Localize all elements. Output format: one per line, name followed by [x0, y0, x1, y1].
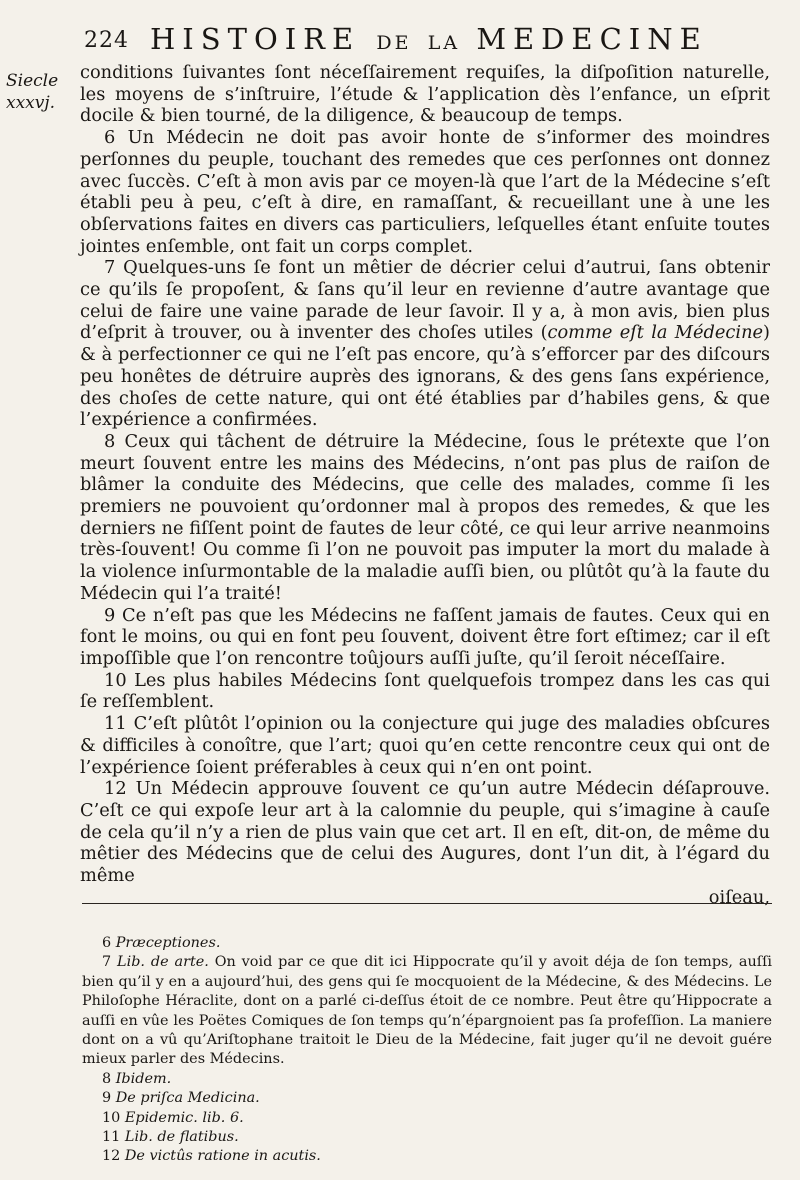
margin-century-label: Siecle — [6, 71, 59, 91]
footnote-9 — [82, 1089, 772, 1108]
footnote-source: Lib. de arte. — [117, 954, 209, 971]
footnote-6 — [82, 934, 772, 953]
footnote-source: Lib. de flatibus. — [124, 1129, 239, 1146]
footnote-source: Epidemic. lib. 6. — [124, 1109, 244, 1126]
paragraph-10: 10 Les plus habiles Médecins ſont quelquefois trompez dans les cas qui ſe reſſemblent. — [80, 669, 770, 713]
footnote-number: 11 — [102, 1129, 121, 1146]
footnote-number: 7 — [102, 954, 112, 971]
footnote-12 — [82, 1147, 772, 1166]
page-number: 224 — [84, 28, 129, 53]
paragraph-intro: conditions ſuivantes ſont néceſſairement requiſes, la diſpoſition naturelle, les moyens de s’inſtruire, l’étude & l’application dès l’enfance, un eſprit docile & bien tourné, de la diligence, & beaucoup de temps. — [80, 62, 770, 127]
main-text — [80, 62, 770, 908]
running-header — [84, 22, 774, 62]
running-title: HISTOIRE DE LA MEDECINE — [150, 22, 708, 56]
footnote-10 — [82, 1109, 772, 1128]
footnote-number: 6 — [102, 935, 112, 951]
paragraph-8: 8 Ceux qui tâchent de détruire la Médecine, ſous le prétexte que l’on meurt ſouvent entre les mains des Médecins, n’ont pas plus de raiſon de blâmer la conduite des Médecins, que celle des malades, comme ſi les premiers ne pouvoient qu’ordonner mal à propos des remedes, & que les derniers ne fiſſent point de fautes de leur côté, ce qui leur arrive neanmoins très-ſouvent! Ou comme ſi l’on ne pouvoit pas imputer la mort du malade à la violence inſurmontable de la maladie auſſi bien, ou plûtôt qu’à la faute du Médecin qui l’a traité! — [80, 430, 770, 604]
footnote-8 — [82, 1070, 772, 1089]
catchword: oiſeau, — [708, 886, 770, 908]
paragraph-7-italic: comme eſt la Médecine — [547, 322, 764, 344]
footnote-number: 8 — [102, 1070, 112, 1087]
footnote-number: 10 — [102, 1109, 121, 1126]
paragraph-9: 9 Ce n’eſt pas que les Médecins ne faſſent jamais de fautes. Ceux qui en font le moins, ou qui en font peu ſouvent, doivent être fort eſtimez; car il eſt impoſſible que l’on rencontre toûjours auſſi juſte, qu’il ſeroit néceſſaire. — [80, 604, 770, 669]
marginal-note — [6, 70, 76, 114]
paragraph-6: 6 Un Médecin ne doit pas avoir honte de s’informer des moindres perſonnes du peuple, touchant des remedes que ces perſonnes ont donnez avec ſuccès. C’eſt à mon avis par ce moyen-là que l’art de la Médecine s’eſt établi peu à peu, c’eſt à dire, en ramaſſant, & recueillant une à une les obſervations faites en divers cas particuliers, leſquelles étant enſuite toutes jointes enſemble, ont fait un corps complet. — [80, 127, 770, 257]
paragraph-11: 11 C’eſt plûtôt l’opinion ou la conjecture qui juge des maladies obſcures & difficiles à conoître, que l’art; quoi qu’en cette rencontre ceux qui ont de l’expérience ſoient préferables à ceux qui n’en ont point. — [80, 713, 770, 778]
margin-century-number: xxxvj. — [6, 93, 56, 113]
footnote-source: Præceptiones. — [115, 935, 221, 951]
paragraph-7: 7 Quelques-uns ſe font un mêtier de décrier celui d’autrui, ſans obtenir ce qu’ils ſe propoſent, & ſans qu’il leur en revienne d’autre avantage que celui de faire une vaine parade de leur ſavoir. Il y a, à mon avis, bien plus d’eſprit à trouver, ou à inventer des choſes utiles (comme eſt la Médecine) & à perfectionner ce qui ne l’eſt pas encore, qu’à s’efforcer par des diſcours peu honêtes de détruire auprès des ignorans, & des gens ſans expérience, des choſes de cette nature, qui ont été établies par d’habiles gens, & que l’expérience a confirmées. — [80, 257, 770, 431]
footnotes — [82, 934, 772, 1167]
footnote-11 — [82, 1128, 772, 1147]
footnote-source: De priſca Medicina. — [115, 1090, 260, 1107]
footnote-rule — [82, 903, 772, 904]
footnote-7 — [82, 953, 772, 1069]
footnote-text: On void par ce que dit ici Hippocrate qu’il y avoit déja de ſon temps, auſſi bien qu’il y en a aujourd’hui, des gens qui ſe mocquoient de la Médecine, & des Médecins. Le Philoſophe Héraclite, dont on a parlé ci-deſſus étoit de ce nombre. Peut être qu’Hippocrate a auſſi en vûe les Poëtes Comiques de ſon temps qu’n’épargnoient pas ſa profeſſion. La maniere dont on a vû qu’Ariſtophane traitoit le Dieu de la Médecine, fait juger qu’il ne devoit guére mieux parler des Médecins. — [82, 954, 772, 1068]
footnote-source: Ibidem. — [115, 1070, 172, 1087]
footnote-number: 9 — [102, 1090, 112, 1107]
paragraph-12: 12 Un Médecin approuve ſouvent ce qu’un autre Médecin déſaprouve. C’eſt ce qui expoſe leur art à la calomnie du peuple, qui s’imagine à cauſe de cela qu’il n’y a rien de plus vain que cet art. Il en eſt, dit-on, de même du mêtier des Médecins que de celui des Augures, dont l’un dit, à l’égard du même — [80, 778, 770, 887]
footnote-source: De victûs ratione in acutis. — [124, 1148, 321, 1165]
footnote-number: 12 — [102, 1148, 121, 1165]
